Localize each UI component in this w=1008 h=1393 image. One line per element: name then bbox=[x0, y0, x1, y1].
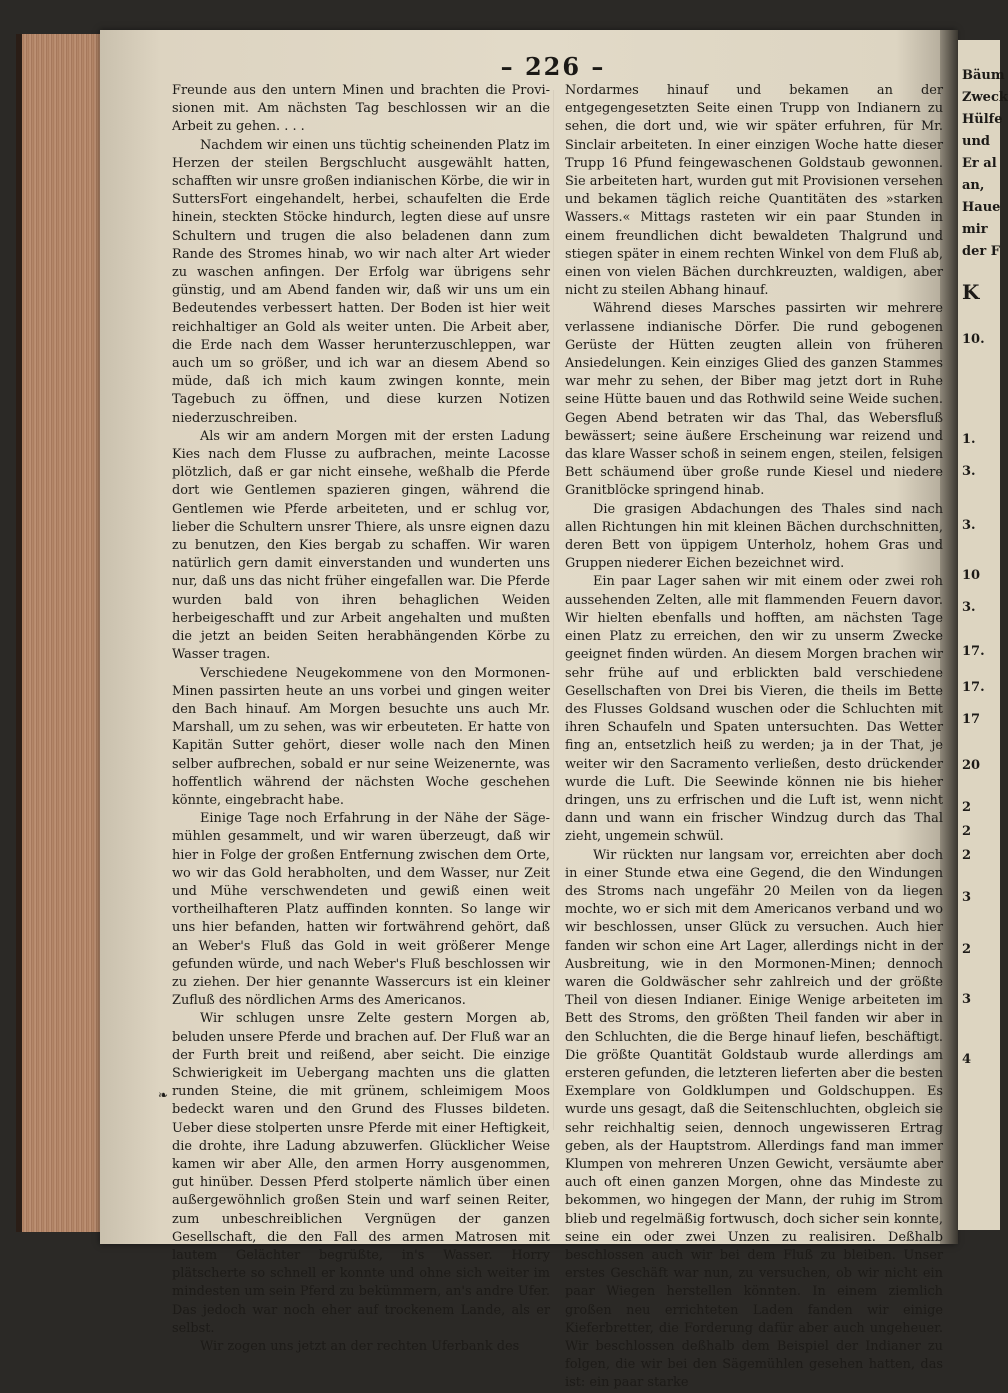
left-column bbox=[172, 82, 550, 1356]
paragraph: Wir zogen uns jetzt an der rechten Uferbank des bbox=[200, 1339, 520, 1355]
next-page-text-fragment: Er al bbox=[962, 156, 997, 171]
next-page-text-fragment: 2 bbox=[962, 848, 972, 863]
next-page-text-fragment: 2 bbox=[962, 942, 972, 957]
next-page-text-fragment: 17 bbox=[962, 712, 981, 727]
paragraph: Während dieses Marsches passirten wir mehrere verlassene indianische Dörfer. Die rund gebogenen Gerüste der Hütten zeugten allein von früheren Ansiedelungen. Kein einziges Glied des ganzen Stammes war mehr zu sehen, der Biber mag jetzt dort in Ruhe seine Hütte bauen und das Rothwild seine Weide suchen. Gegen Abend betraten wir das Thal, das Webersfluß bewässert; seine äußere Erscheinung war reizend und das klare Wasser schoß in seinem engen, steilen, felsigen Bett schäumend über große runde Kiesel und niedere Granitblöcke springend hinab. bbox=[565, 301, 943, 499]
next-page-text-fragment: 1. bbox=[962, 432, 976, 447]
next-page-text-fragment: 3. bbox=[962, 518, 976, 533]
next-page-text-fragment: mir bbox=[962, 222, 988, 237]
page-number-value: 226 bbox=[524, 52, 582, 81]
next-page-text-fragment: 10. bbox=[962, 332, 985, 347]
paragraph: Einige Tage noch Erfahrung in der Nähe der Sägemühlen gesammelt, und wir waren überzeugt, daß wir hier in Folge der großen Entfernung zwischen dem Orte, wo wir das Gold herabholten, und dem Wasser, nur Zeit und Mühe verschwendeten und gewiß einen weit vortheilhafteren Platz auffinden konnten. So lange wir uns hier befanden, hatten wir fortwährend gehört, daß an Weber's Fluß das Gold in weit größerer Menge gefunden würde, und nach Weber's Fluß beschlossen wir zu ziehen. Der hier genannte Wassercurs ist ein kleiner Zufluß des nördlichen Arms des Americanos. bbox=[172, 811, 550, 1009]
next-page-fragment bbox=[958, 40, 1008, 1230]
paragraph: Wir schlugen unsre Zelte gestern Morgen ab, beluden unsere Pferde und brachen auf. Der Fluß war an der Furth breit und reißend, aber seicht. Die einzige Schwierigkeit im Uebergang machten uns die glatten runden Steine, die mit grünem, schleimigem Moos bedeckt waren und den Grund des Flusses bildeten. Ueber diese stolperten unsre Pferde mit einer Heftigkeit, die drohte, ihre Ladung abzuwerfen. Glücklicher Weise kamen wir aber Alle, den armen Horry ausgenommen, gut hinüber. Dessen Pferd stolperte nämlich über einen außergewöhnlich großen Stein und warf seinen Reiter, zum unbeschreiblichen Vergnügen der ganzen Gesellschaft, die den Fall des armen Matrosen mit lautem Gelächter begrüßte, in's Wasser. Horry plätscherte so schnell er konnte und ohne sich weiter im mindesten um sein Pferd zu bekümmern, an's andre Ufer. Das jedoch war noch eher auf trockenem Lande, als er selbst. bbox=[172, 1011, 550, 1336]
paragraph: Verschiedene Neugekommene von den MormonenMinen passirten heute an uns vorbei und gingen weiter den Bach hinauf. Am Morgen besuchte uns auch Mr. Marshall, um zu sehen, was wir erbeuteten. Er hatte von Kapitän Sutter gehört, dieser wolle nach den Minen selber aufbrechen, sobald er nur seine Weizenernte, was hoffentlich während der nächsten Woche geschehen könnte, eingebracht habe. bbox=[172, 665, 550, 808]
next-page-text-fragment: 3. bbox=[962, 600, 976, 615]
right-column bbox=[565, 82, 943, 1393]
next-page-text-fragment: Haue bbox=[962, 200, 1001, 215]
next-page-text-fragment: 3 bbox=[962, 890, 972, 905]
paragraph: Als wir am andern Morgen mit der ersten Ladung Kies nach dem Flusse zu aufbrachen, meinte Lacosse plötzlich, daß er gar nicht einsehe, weßhalb die Pferde dort wie Gentlemen spazieren gingen, während die Gentlemen wie Pferde arbeiteten, und er schlug vor, lieber die Schultern unsrer Thiere, als unsre eignen dazu zu benutzen, den Kies bergab zu schaffen. Wir waren natürlich gern damit einverstanden und wunderten uns nur, daß uns das nicht früher eingefallen war. Die Pferde wurden bald von ihren behaglichen Weiden herbeigeschafft und zur Arbeit angehalten und mußten die jetzt an beiden Seiten herabhängenden Körbe zu Wasser tragen. bbox=[172, 428, 550, 663]
paragraph: Nordarmes hinauf und bekamen an der entgegengesetzten Seite einen Trupp von Indianern zu sehen, die dort und, wie wir später erfuhren, für Mr. Sinclair arbeiteten. In einer einzigen Woche hatte dieser Trupp 16 Pfund feingewaschenen Goldstaub gewonnen. Sie arbeiteten hart, wurden gut mit Provisionen versehen und bekamen täglich reiche Quantitäten des »starken Wassers.« Mittags rasteten wir ein paar Stunden in einem freundlichen dicht bewaldeten Thalgrund und stiegen später in einem rechten Winkel von dem Fluß ab, einen von vielen Bächen durchkreuzten, waldigen, aber nicht zu steilen Abhang hinauf. bbox=[565, 83, 943, 299]
book-page-edges bbox=[16, 34, 110, 1232]
paragraph: Die grasigen Abdachungen des Thales sind nach allen Richtungen hin mit kleinen Bächen durchschnitten, deren Bett von üppigem Unterholz, hohem Gras und Gruppen niederer Eichen bezeichnet wird. bbox=[565, 501, 943, 572]
paragraph: Nachdem wir einen uns tüchtig scheinenden Platz im Herzen der steilen Bergschlucht ausgewählt hatten, schafften wir unsre großen indianischen Körbe, die wir in SuttersFort eingehandelt, herbei, schaufelten die Erde hinein, steckten Stöcke hindurch, legten diese auf unsre Schultern und trugen die also beladenen dann zum Rande des Stromes hinab, wo wir nach alter Art wieder zu waschen anfingen. Der Erfolg war übrigens sehr günstig, und am Abend fanden wir, daß wir uns um ein Bedeutendes verbessert hatten. Der Boden ist hier weit reichhaltiger an Gold als weiter unten. Die Arbeit aber, die Erde nach dem Wasser herunterzuschleppen, war auch um so größer, und ich war an diesem Abend so müde, daß ich mich kaum zwingen konnte, mein Tagebuch zu öffnen, und diese kurzen Notizen niederzuschreiben. bbox=[172, 137, 550, 426]
next-page-text-fragment: 10 bbox=[962, 568, 981, 583]
next-page-text-fragment: der F bbox=[962, 244, 1000, 259]
next-page-text-fragment: an, bbox=[962, 178, 985, 193]
next-page-text-fragment: Bäum bbox=[962, 68, 1005, 83]
next-page-text-fragment: Zweck bbox=[962, 90, 1008, 105]
next-page-text-fragment: und bbox=[962, 134, 990, 149]
next-page-text-fragment: 17. bbox=[962, 644, 985, 659]
paragraph: Wir rückten nur langsam vor, erreichten aber doch in einer Stunde etwa eine Gegend, die den Windungen des Stroms nach ungefähr 20 Meilen von da liegen mochte, wo er sich mit dem Americanos verband und wo wir beschlossen, unser Glück zu versuchen. Auch hier fanden wir schon eine Art Lager, allerdings nicht in der Ausbreitung, wie in den Mormonen-Minen; dennoch waren die Goldwäscher sehr zahlreich und der größte Theil von diesen Indianer. Einige Wenige arbeiteten im Bett des Stroms, den größten Theil fanden wir aber in den Schluchten, die die Berge hinauf liefen, beschäftigt. Die größte Quantität Goldstaub wurde allerdings am ersteren gefunden, die letzteren lieferten aber die besten Exemplare von Goldklumpen und Goldschuppen. Es wurde uns gesagt, daß die Seitenschluchten, obgleich sie sehr reichhaltig seien, dennoch ungewisseren Ertrag geben, als der Hauptstrom. Allerdings fand man immer Klumpen von mehreren Unzen Gewicht, versäumte aber auch oft einen ganzen Morgen, ohne das Mindeste zu bekommen, wo hingegen der Mann, der ruhig im Strom blieb und regelmäßig fortwusch, doch sicher sein konnte, seine ein oder zwei Unzen zu realisiren. Deßhalb beschlossen auch wir bei dem Fluß zu bleiben. Unser erstes Geschäft war nun, zu versuchen, ob wir nicht ein paar Wiegen herstellen könnten. In einem ziemlich großen neu errichteten Laden fanden wir einige Kieferbretter, die Forderung dafür aber auch ungeheuer. Wir beschlossen deßhalb dem Beispiel der Indianer zu folgen, die wir bei den Sägemühlen gesehen hatten, das ist: ein paar starke bbox=[565, 847, 943, 1391]
margin-mark: ❧ bbox=[158, 1088, 169, 1102]
next-page-text-fragment: 3 bbox=[962, 992, 972, 1007]
next-page-text-fragment: Hülfe bbox=[962, 112, 1003, 127]
next-page-text-fragment: 3. bbox=[962, 464, 976, 479]
paragraph: Ein paar Lager sahen wir mit einem oder zwei roh aussehenden Zelten, alle mit flammenden Feuern davor. Wir hielten ebenfalls und hofften, am nächsten Tage einen Platz zu erreichen, den wir zu unserm Zwecke geeignet finden würden. An diesem Morgen brachen wir sehr frühe auf und erblickten bald verschiedene Gesellschaften von Drei bis Vieren, die theils im Bette des Flusses Goldsand wuschen oder die Schluchten mit ihren Schaufeln und Spaten untersuchten. Das Wetter fing an, entsetzlich heiß zu werden; ja in der That, je weiter wir den Sacramento verließen, desto drückender wurde die Luft. Die Seewinde können nie bis hieher dringen, uns zu erfrischen und die Luft ist, wenn nicht dann und wann ein frischer Windzug durch das Thal zieht, ungemein schwül. bbox=[565, 574, 943, 845]
next-page-text-fragment: K bbox=[962, 280, 980, 304]
column-divider bbox=[553, 90, 554, 1130]
next-page-text-fragment: 17. bbox=[962, 680, 985, 695]
next-page-text-fragment: 20 bbox=[962, 758, 981, 773]
page-number: – 226 – bbox=[500, 52, 606, 81]
next-page-text-fragment: 2 bbox=[962, 824, 972, 839]
paragraph: Freunde aus den untern Minen und brachten die Provisionen mit. Am nächsten Tag beschlossen wir an die Arbeit zu gehen. . . . bbox=[172, 83, 550, 135]
next-page-text-fragment: 2 bbox=[962, 800, 972, 815]
next-page-text-fragment: 4 bbox=[962, 1052, 972, 1067]
